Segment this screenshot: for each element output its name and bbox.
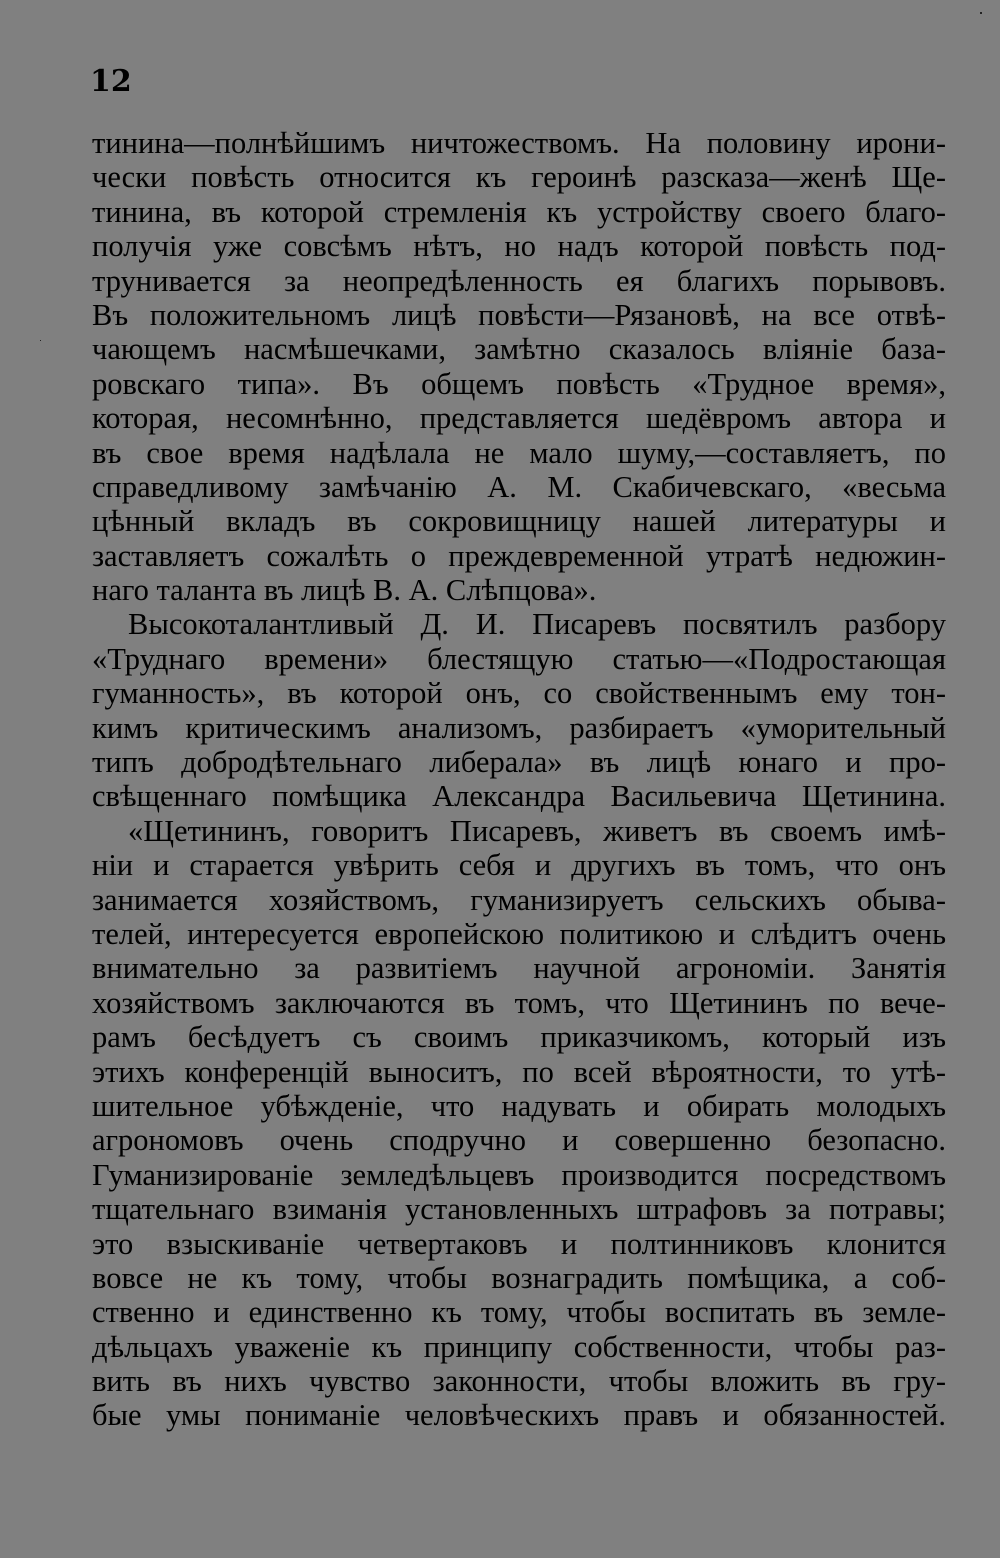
text-line: цѣнный вкладъ въ сокровищницу нашей литературы и <box>92 504 946 539</box>
text-line: кимъ критическимъ анализомъ, разбираетъ «уморительный <box>92 710 946 745</box>
text-line: этихъ конференцій выноситъ, по всей вѣроятности, то утѣ- <box>92 1054 946 1089</box>
text-line: «Щетининъ, говоритъ Писаревъ, живетъ въ своемъ имѣ- <box>128 813 946 848</box>
text-line: тинина—полнѣйшимъ ничтожествомъ. На половину ирони- <box>92 126 946 160</box>
text-line: хозяйствомъ заключаются въ томъ, что Щетининъ по вече- <box>92 985 946 1020</box>
text-line: вить въ нихъ чувство законности, чтобы вложить въ гру- <box>92 1364 946 1399</box>
text-line: телей, интересуется европейскою политикою и слѣдитъ очень <box>92 916 946 951</box>
text-line: получія уже совсѣмъ нѣтъ, но надъ которой повѣсть под- <box>92 229 946 264</box>
scan-speck <box>40 340 41 341</box>
text-line: рамъ бесѣдуетъ съ своимъ приказчикомъ, который изъ <box>92 1020 946 1055</box>
text-line: гуманность», въ которой онъ, со свойственнымъ ему тон- <box>92 676 946 711</box>
text-line: агрономовъ очень сподручно и совершенно безопасно. <box>92 1123 946 1158</box>
text-line: шительное убѣжденіе, что надувать и обирать молодыхъ <box>92 1088 946 1123</box>
text-line: ніи и старается увѣрить себя и другихъ въ томъ, что онъ <box>92 848 946 883</box>
text-line: внимательно за развитіемъ научной агрономіи. Занятія <box>92 951 946 986</box>
text-line: свѣщеннаго помѣщика Александра Васильевича Щетинина. <box>92 779 946 814</box>
page-text <box>92 126 946 1433</box>
text-line: типъ добродѣтельнаго либерала» въ лицѣ юнаго и про- <box>92 745 946 780</box>
text-line: бые умы пониманіе человѣческихъ правъ и обязанностей. <box>92 1398 946 1433</box>
text-line: въ свое время надѣлала не мало шуму,—составляетъ, по <box>92 435 946 470</box>
text-line: «Труднаго времени» блестящую статью—«Подростающая <box>92 641 946 676</box>
text-line: наго таланта въ лицѣ В. А. Слѣпцова». <box>92 573 597 608</box>
text-line: которая, несомнѣнно, представляется шедёвромъ автора и <box>92 401 946 436</box>
text-line: это взыскиваніе четвертаковъ и полтинниковъ клонится <box>92 1226 946 1261</box>
text-line: Высокоталантливый Д. И. Писаревъ посвятилъ разбору <box>128 607 946 642</box>
text-line: трунивается за неопредѣленность ея благихъ порывовъ. <box>92 263 946 298</box>
text-line: тщательнаго взиманія установленныхъ штрафовъ за потравы; <box>92 1192 946 1227</box>
text-line: справедливому замѣчанію А. М. Скабичевскаго, «весьма <box>92 469 946 504</box>
text-line: вовсе не къ тому, чтобы вознаградить помѣщика, а соб- <box>92 1260 946 1295</box>
text-line: Гуманизированіе земледѣльцевъ производится посредствомъ <box>92 1157 946 1192</box>
text-line: чающемъ насмѣшечками, замѣтно сказалось вліяніе база- <box>92 332 946 367</box>
text-line: заставляетъ сожалѣть о преждевременной утратѣ недюжин- <box>92 538 946 573</box>
text-line: чески повѣсть относится къ героинѣ разсказа—женѣ Ще- <box>92 160 946 195</box>
page-number: 12 <box>90 64 132 99</box>
text-line: ственно и единственно къ тому, чтобы воспитать въ земле- <box>92 1295 946 1330</box>
text-line: Въ положительномъ лицѣ повѣсти—Рязановѣ, на все отвѣ- <box>92 297 946 332</box>
scan-speck <box>980 12 982 14</box>
text-line: дѣльцахъ уваженіе къ принципу собственности, чтобы раз- <box>92 1329 946 1364</box>
text-line: ровскаго типа». Въ общемъ повѣсть «Трудное время», <box>92 366 946 401</box>
text-line: занимается хозяйствомъ, гуманизируетъ сельскихъ обыва- <box>92 882 946 917</box>
text-line: тинина, въ которой стремленія къ устройству своего благо- <box>92 194 946 229</box>
